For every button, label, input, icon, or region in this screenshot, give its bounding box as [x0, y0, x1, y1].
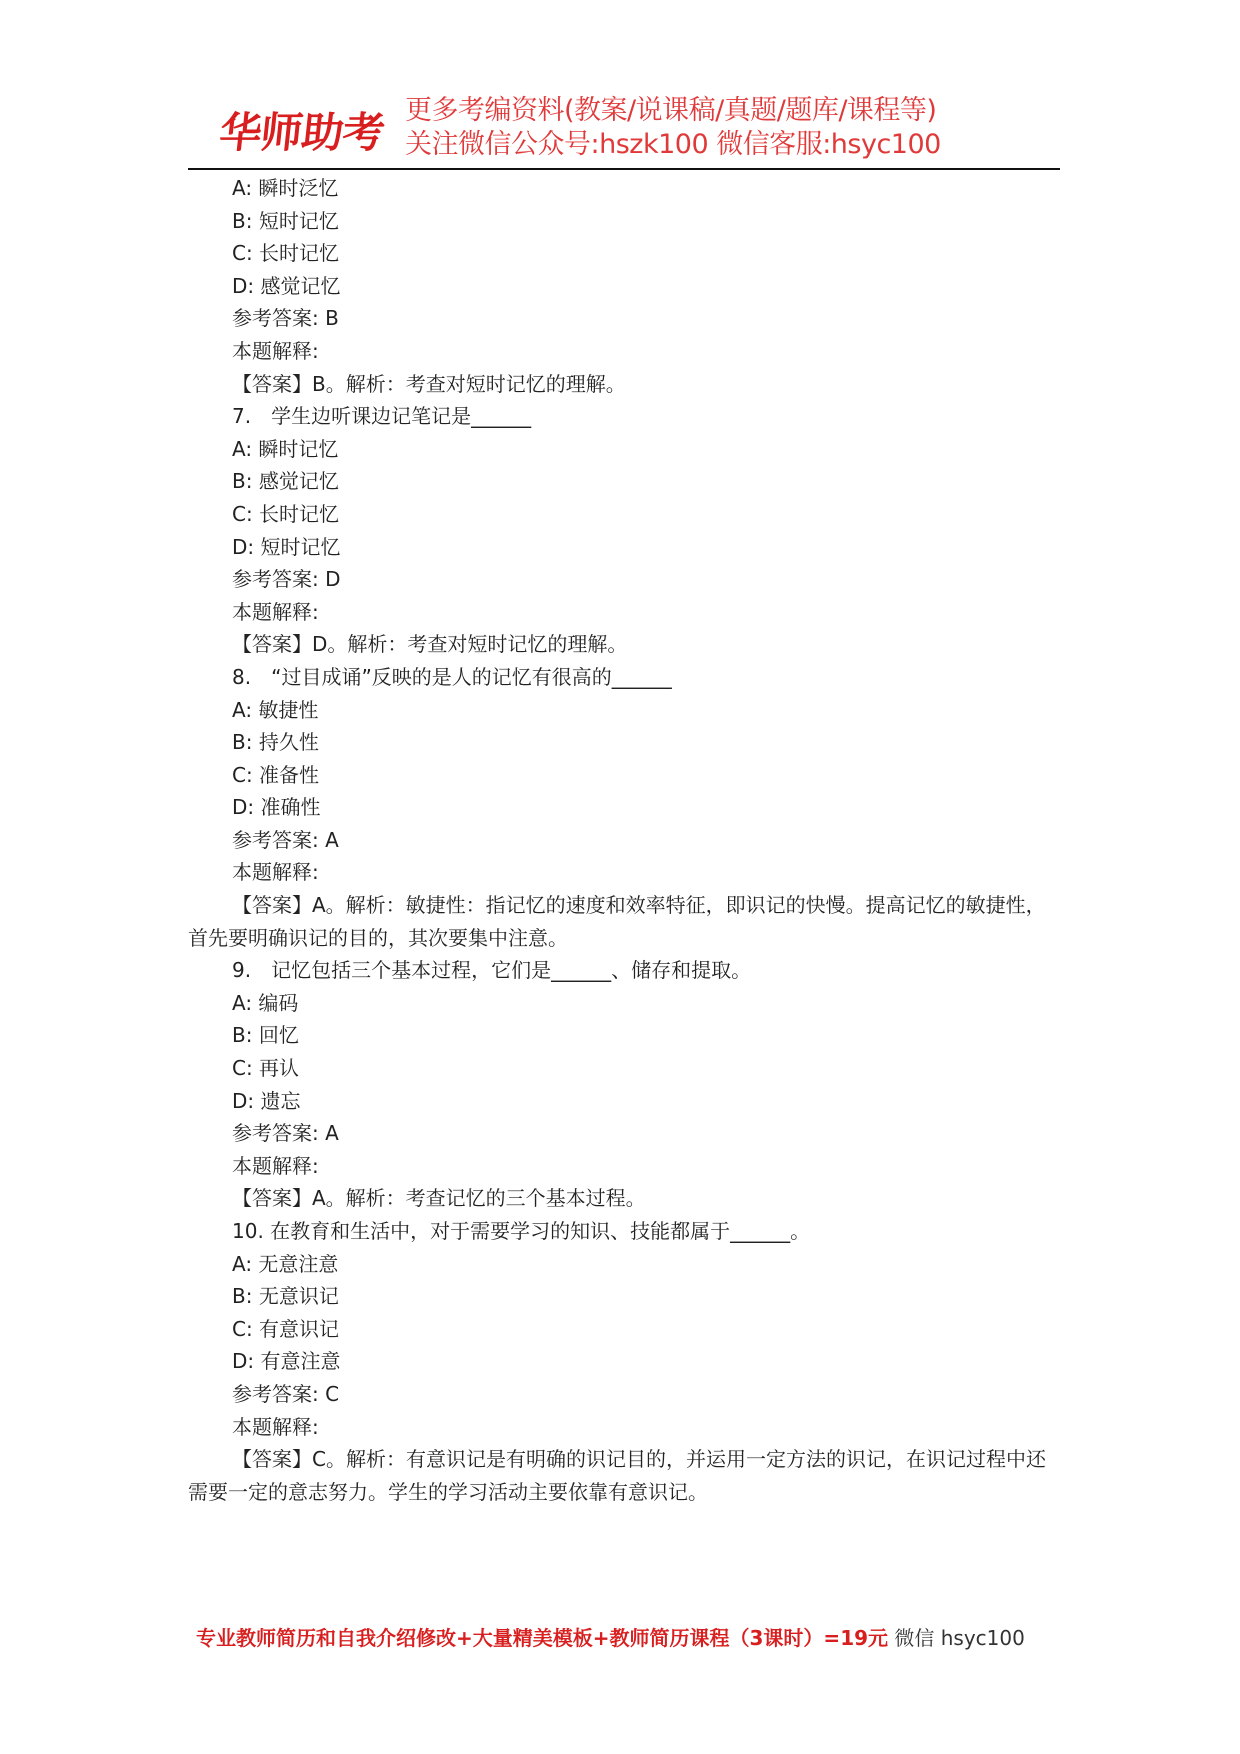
footer-promo: 专业教师简历和自我介绍修改+大量精美模板+教师简历课程（3课时）=19元 [196, 1626, 889, 1650]
header-divider [188, 168, 1060, 170]
document-body [188, 172, 1060, 1508]
text-line: A: 编码 [232, 990, 299, 1015]
text-line: B: 持久性 [232, 730, 319, 755]
explanation-paragraph: 【答案】C。解析：有意识记是有明确的识记目的，并运用一定方法的识记，在识记过程中还需要一定的意志努力。学生的学习活动主要依靠有意识记。 [188, 1447, 1046, 1504]
text-line: B: 无意识记 [232, 1284, 339, 1309]
text-line: B: 回忆 [232, 1023, 299, 1048]
text-line: C: 再认 [232, 1056, 300, 1081]
text-line: C: 有意识记 [232, 1316, 340, 1341]
text-line: 参考答案: A [232, 1121, 339, 1146]
text-line: C: 准备性 [232, 762, 320, 787]
text-line: D: 准确性 [232, 795, 321, 820]
text-line: C: 长时记忆 [232, 501, 340, 526]
tagline-line-1: 更多考编资料(教案/说课稿/真题/题库/课程等) [405, 95, 937, 126]
text-line: 7. 学生边听课边记笔记是______ [232, 404, 532, 429]
text-line: D: 遗忘 [232, 1088, 301, 1113]
text-line: A: 瞬时记忆 [232, 436, 339, 461]
text-line: 【答案】D。解析：考查对短时记忆的理解。 [232, 632, 628, 657]
text-line: 【答案】B。解析：考查对短时记忆的理解。 [232, 371, 626, 396]
text-line: 10. 在教育和生活中，对于需要学习的知识、技能都属于______。 [232, 1219, 811, 1243]
text-line: A: 敏捷性 [232, 697, 319, 722]
text-line: B: 感觉记忆 [232, 469, 339, 494]
text-line: 参考答案: C [232, 1381, 340, 1406]
text-line: 本题解释: [232, 338, 319, 363]
text-line: D: 有意注意 [232, 1349, 341, 1374]
brand-logo: 华师助考 [217, 108, 387, 157]
text-line: 8. “过目成诵”反映的是人的记忆有很高的______ [232, 664, 672, 689]
text-line: A: 瞬时泛忆 [232, 176, 339, 200]
text-line: B: 短时记忆 [232, 208, 339, 233]
text-line: 参考答案: D [232, 567, 341, 592]
text-line: 参考答案: A [232, 827, 339, 852]
text-line: 本题解释: [232, 599, 319, 624]
tagline-line-2: 关注微信公众号:hszk100 微信客服:hsyc100 [405, 129, 941, 160]
text-line: 本题解释: [232, 1414, 319, 1439]
page-header [190, 92, 1060, 164]
text-line: 9. 记忆包括三个基本过程，它们是______、储存和提取。 [232, 958, 752, 983]
explanation-paragraph: 【答案】A。解析：敏捷性：指记忆的速度和效率特征，即识记的快慢。提高记忆的敏捷性，首先要明确识记的目的，其次要集中注意。 [188, 893, 1046, 950]
footer-contact: 微信 hsyc100 [888, 1626, 1025, 1650]
text-line: 【答案】A。解析：考查记忆的三个基本过程。 [232, 1186, 646, 1211]
page-footer [196, 1622, 1025, 1651]
text-line: 本题解释: [232, 860, 319, 885]
text-line: A: 无意注意 [232, 1251, 339, 1276]
text-line: C: 长时记忆 [232, 241, 340, 266]
text-line: D: 感觉记忆 [232, 273, 341, 298]
text-line: D: 短时记忆 [232, 534, 341, 559]
text-line: 本题解释: [232, 1153, 319, 1178]
text-line: 参考答案: B [232, 306, 339, 331]
brand-tagline [405, 94, 941, 162]
